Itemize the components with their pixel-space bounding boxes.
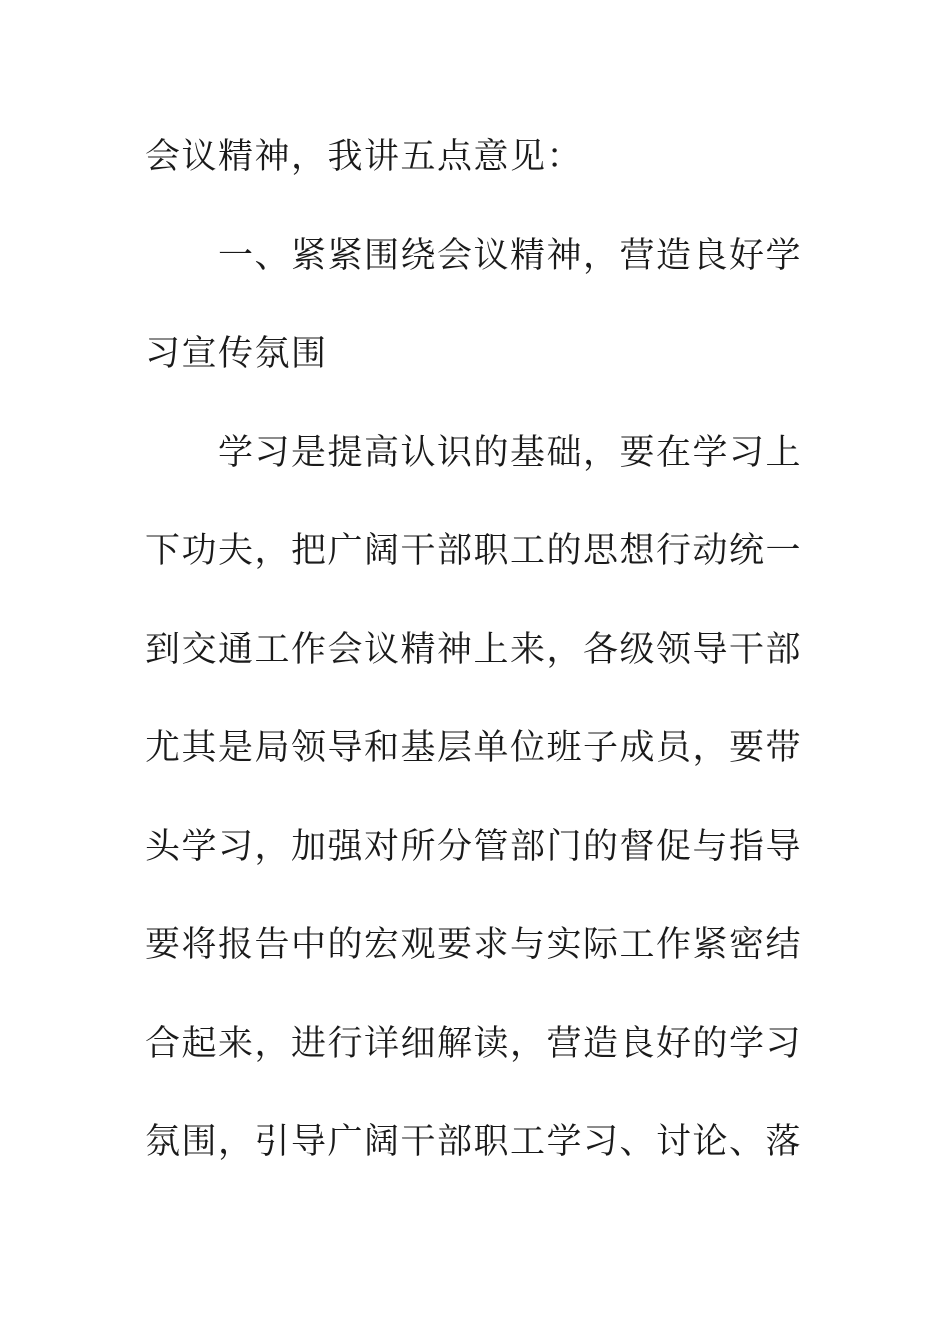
text-line: 到交通工作会议精神上来，各级领导干部 (145, 630, 803, 670)
text-line: 要将报告中的宏观要求与实际工作紧密结 (145, 925, 803, 965)
text-line: 合起来，进行详细解读，营造良好的学习 (145, 1024, 803, 1064)
text-line: 会议精神，我讲五点意见： (145, 137, 584, 177)
text-line: 头学习，加强对所分管部门的督促与指导 (145, 827, 803, 867)
text-line: 氛围，引导广阔干部职工学习、讨论、落 (145, 1122, 803, 1162)
paragraph-first-line: 学习是提高认识的基础，要在学习上 (218, 433, 803, 473)
text-line: 下功夫，把广阔干部职工的思想行动统一 (145, 531, 803, 571)
text-line: 尤其是局领导和基层单位班子成员，要带 (145, 728, 803, 768)
section-heading: 一、紧紧围绕会议精神，营造良好学 (218, 236, 803, 276)
section-heading-continued: 习宣传氛围 (145, 334, 328, 374)
